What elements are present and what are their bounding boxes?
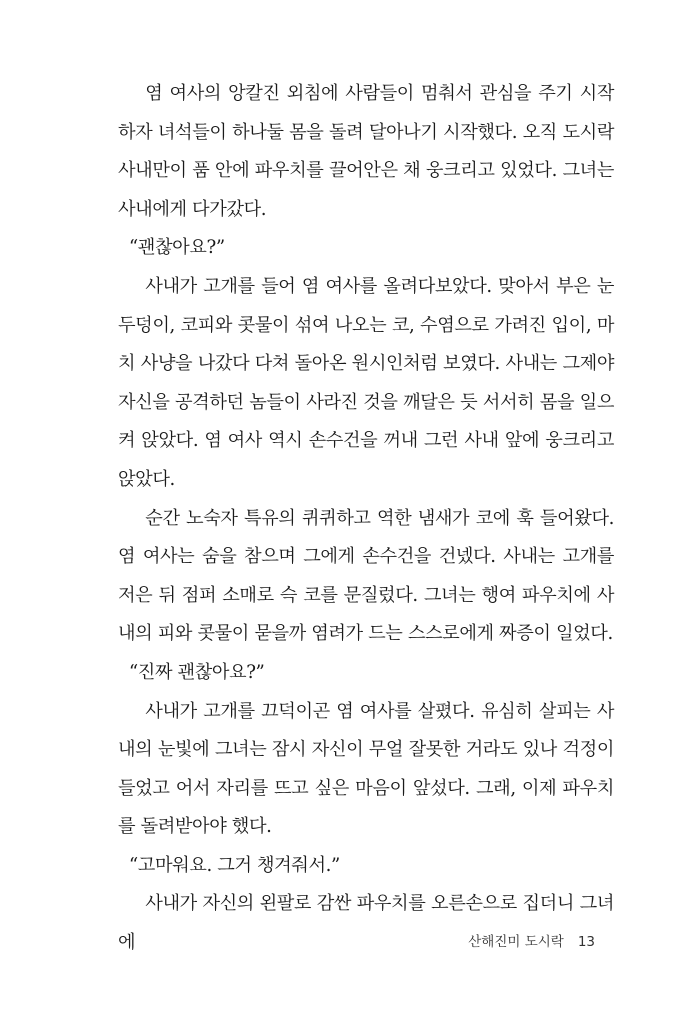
paragraph-5: 사내가 자신의 왼팔로 감싼 파우치를 오른손으로 집더니 그녀에 [118,893,614,954]
body-text [118,75,614,963]
paragraph-4: 사내가 고개를 끄덕이곤 염 여사를 살폈다. 유심히 살피는 사내의 눈빛에 그녀는 잠시 자신이 무얼 잘못한 거라도 있나 걱정이 들었고 어서 자리를 뜨고 싶은 마음이 앞섰다. 그래, 이제 파우치를 돌려받아야 했다. [118,700,614,838]
page-footer [468,930,595,950]
running-title: 산해진미 도시락 [468,934,564,950]
page-number: 13 [577,934,595,950]
paragraph-3: 순간 노숙자 특유의 퀴퀴하고 역한 냄새가 코에 훅 들어왔다. 염 여사는 숨을 참으며 그에게 손수건을 건넸다. 사내는 고개를 저은 뒤 점퍼 소매로 슥 코를 문질렀다. 그녀는 행여 파우치에 사내의 피와 콧물이 묻을까 염려가 드는 스스로에게 짜증이 일었다. [118,507,614,645]
dialogue-1: “괜찮아요?” [128,237,225,259]
dialogue-3: “고마워요. 그거 챙겨줘서.” [128,854,340,876]
paragraph-1: 염 여사의 앙칼진 외침에 사람들이 멈춰서 관심을 주기 시작하자 녀석들이 하나둘 몸을 돌려 달아나기 시작했다. 오직 도시락 사내만이 품 안에 파우치를 끌어안은 채 웅크리고 있었다. 그녀는 사내에게 다가갔다. [118,83,614,220]
dialogue-2: “진짜 괜찮아요?” [128,661,265,683]
paragraph-2: 사내가 고개를 들어 염 여사를 올려다보았다. 맞아서 부은 눈두덩이, 코피와 콧물이 섞여 나오는 코, 수염으로 가려진 입이, 마치 사냥을 나갔다 다쳐 돌아온 원시인처럼 보였다. 사내는 그제야 자신을 공격하던 놈들이 사라진 것을 깨달은 듯 서서히 몸을 일으켜 앉았다. 염 여사 역시 손수건을 꺼내 그런 사내 앞에 웅크리고 앉았다. [118,275,614,490]
